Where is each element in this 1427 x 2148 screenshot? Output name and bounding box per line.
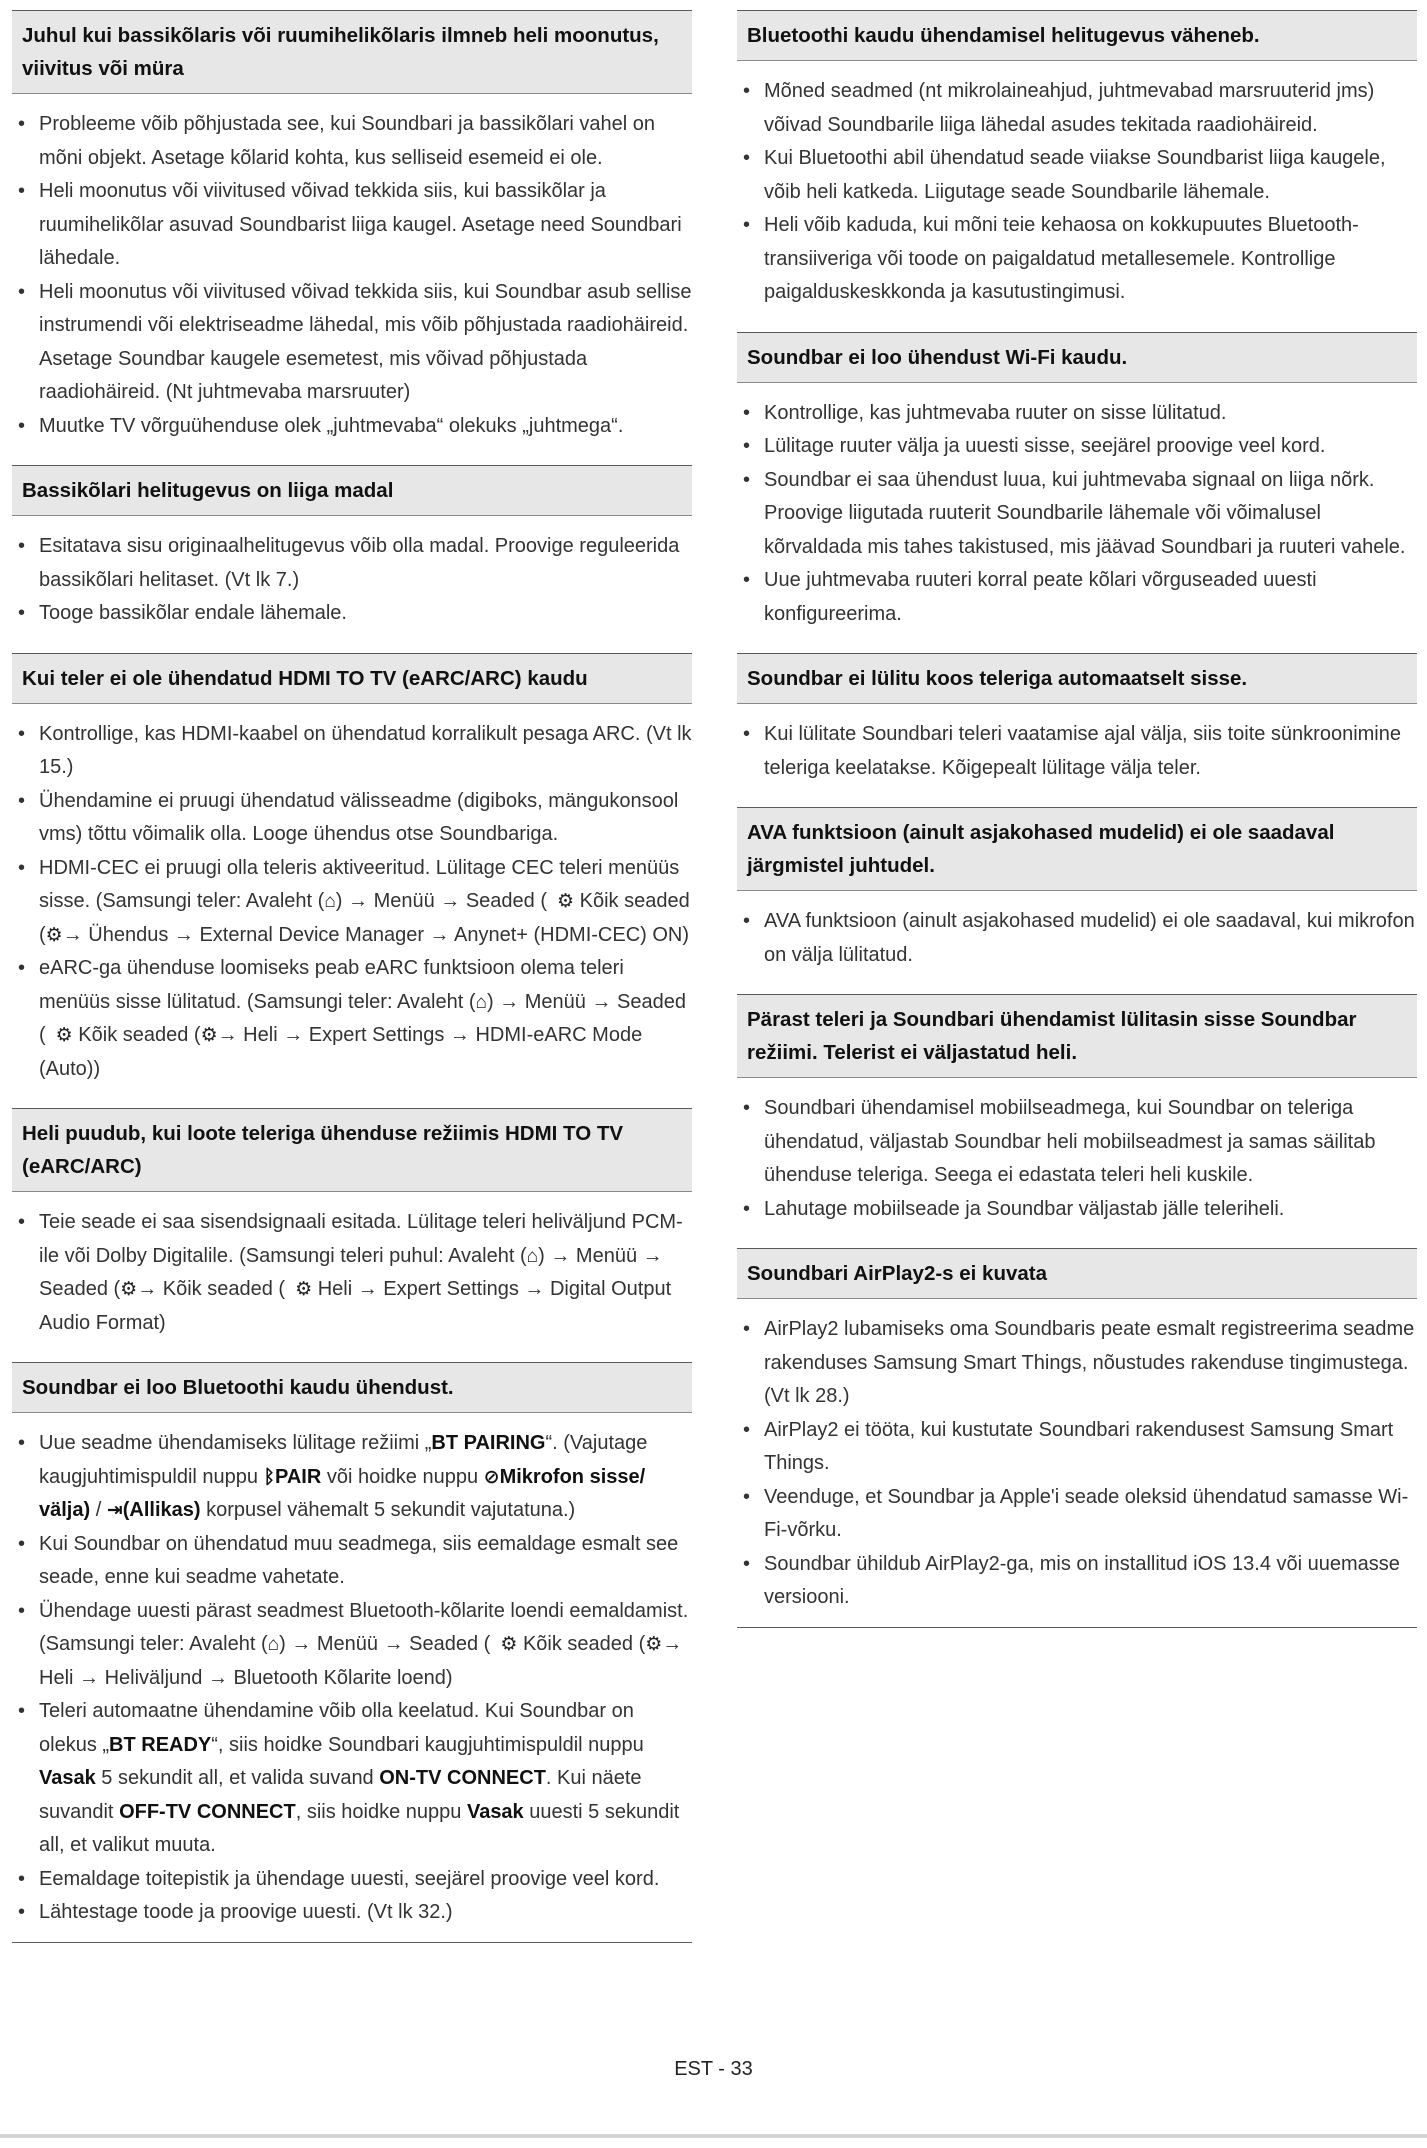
home-icon: ⌂ xyxy=(324,891,336,912)
list-item: • Ühendamine ei pruugi ühendatud välisseadme (digiboks, mängukonsool vms) tõttu võimalik olla. Looge ühendus otse Soundbariga. xyxy=(12,785,692,852)
list-item: • Lahutage mobiilseade ja Soundbar väljastab jälle teleriheli. xyxy=(737,1193,1417,1227)
bluetooth-icon: ᛒ xyxy=(263,1466,275,1488)
list-item: • Teleri automaatne ühendamine võib olla keelatud. Kui Soundbar on olekus „BT READY“, siis hoidke Soundbari kaugjuhtimispuldil nuppu Vasak 5 sekundit all, et valida suvand ON-TV CONNECT. Kui näete suvandit OFF-TV CONNECT, siis hoidke nuppu Vasak uuesti 5 sekundit all, et valikut muuta. xyxy=(12,1695,692,1863)
bottom-divider xyxy=(0,2134,1427,2138)
bullet-list xyxy=(12,516,692,643)
list-item: • Kui lülitate Soundbari teleri vaatamise ajal välja, siis toite sünkroonimine teleriga keelatakse. Kõigepealt lülitage välja teler. xyxy=(737,718,1417,785)
list-item: • Uue juhtmevaba ruuteri korral peate kõlari võrguseaded uuesti konfigureerima. xyxy=(737,564,1417,631)
home-icon: ⌂ xyxy=(526,1245,539,1267)
list-item: • Soundbar ei saa ühendust luua, kui juhtmevaba signaal on liiga nõrk. Proovige liigutada ruuterit Soundbarile lähemale või võimalusel kõrvaldada mis tahes takistused, mis jäävad Soundbari ja ruuteri vahele. xyxy=(737,464,1417,565)
list-item: • Kontrollige, kas HDMI-kaabel on ühendatud korralikult pesaga ARC. (Vt lk 15.) xyxy=(12,718,692,785)
list-item: • Kui Bluetoothi abil ühendatud seade viiakse Soundbarist liiga kaugele, võib heli katkeda. Liigutage seade Soundbarile lähemale. xyxy=(737,142,1417,209)
left-column xyxy=(12,10,692,1953)
mic-off-icon: ⊘ xyxy=(483,1466,500,1488)
list-item: • Kontrollige, kas juhtmevaba ruuter on sisse lülitatud. xyxy=(737,397,1417,431)
section-hdmi-not-connected xyxy=(12,653,692,1099)
list-item: • AirPlay2 lubamiseks oma Soundbaris peate esmalt registreerima seadme rakenduses Samsung Smart Things, nõustudes rakenduse tingimustega. (Vt lk 28.) xyxy=(737,1313,1417,1414)
section-heading: Bassikõlari helitugevus on liiga madal xyxy=(12,466,692,516)
bullet-list xyxy=(737,704,1417,797)
section-heading: Soundbar ei lülitu koos teleriga automaatselt sisse. xyxy=(737,654,1417,704)
gear-icon: ⚙ xyxy=(55,1025,73,1046)
gear-icon: ⚙ xyxy=(557,891,575,912)
section-ava-unavailable xyxy=(737,807,1417,984)
section-heading: Heli puudub, kui loote teleriga ühenduse režiimis HDMI TO TV (eARC/ARC) xyxy=(12,1109,692,1192)
section-subwoofer-noise xyxy=(12,10,692,455)
gear-icon: ⚙ xyxy=(645,1634,663,1655)
bullet-list xyxy=(12,1413,692,1942)
list-item: • Soundbar ühildub AirPlay2-ga, mis on installitud iOS 13.4 või uuemasse versiooni. xyxy=(737,1548,1417,1615)
gear-icon: ⚙ xyxy=(500,1634,518,1655)
home-icon: ⌂ xyxy=(475,991,487,1013)
home-icon: ⌂ xyxy=(267,1634,280,1655)
right-column xyxy=(737,10,1417,1638)
bullet-list xyxy=(737,1078,1417,1238)
gear-icon: ⚙ xyxy=(45,924,63,946)
list-item: • Muutke TV võrguühenduse olek „juhtmevaba“ olekuks „juhtmega“. xyxy=(12,410,692,444)
list-item: • HDMI-CEC ei pruugi olla teleris aktiveeritud. Lülitage CEC teleri menüüs sisse. (Samsungi teler: Avaleht (⌂) → Menüü → Seaded ( ⚙ Kõik seaded (⚙→ Ühendus → External Device Manager → Anynet+ (HDMI-CEC) ON) xyxy=(12,852,692,953)
list-item: • Tooge bassikõlar endale lähemale. xyxy=(12,597,692,631)
list-item: • eARC-ga ühenduse loomiseks peab eARC funktsioon olema teleri menüüs sisse lülitatud. (Samsungi teler: Avaleht (⌂) → Menüü → Seaded ( ⚙ Kõik seaded (⚙→ Heli → Expert Settings → HDMI-eARC Mode (Auto)) xyxy=(12,952,692,1086)
list-item: • Heli moonutus või viivitused võivad tekkida siis, kui bassikõlar ja ruumihelikõlar asuvad Soundbarist liiga kaugel. Asetage need Soundbari lähedale. xyxy=(12,175,692,276)
list-item: • Teie seade ei saa sisendsignaali esitada. Lülitage teleri heliväljund PCM-ile või Dolby Digitalile. (Samsungi teleri puhul: Avaleht (⌂) → Menüü → Seaded (⚙→ Kõik seaded ( ⚙ Heli → Expert Settings → Digital Output Audio Format) xyxy=(12,1206,692,1340)
bullet-list xyxy=(737,383,1417,644)
list-item: • Mõned seadmed (nt mikrolaineahjud, juhtmevabad marsruuterid jms) võivad Soundbarile liiga lähedal asudes tekitada raadiohäireid. xyxy=(737,75,1417,142)
section-wifi-no-connect xyxy=(737,332,1417,644)
list-item: • Probleeme võib põhjustada see, kui Soundbari ja bassikõlari vahel on mõni objekt. Asetage kõlarid kohta, kus selliseid esemeid ei ole. xyxy=(12,108,692,175)
gear-icon: ⚙ xyxy=(200,1025,218,1046)
section-heading: Juhul kui bassikõlaris või ruumihelikõlaris ilmneb heli moonutus, viivitus või müra xyxy=(12,11,692,94)
section-auto-power xyxy=(737,653,1417,797)
section-heading: Soundbar ei loo ühendust Wi-Fi kaudu. xyxy=(737,333,1417,383)
source-icon: ⇥ xyxy=(106,1500,123,1521)
list-item: • Ühendage uuesti pärast seadmest Bluetooth-kõlarite loendi eemaldamist. (Samsungi teler: Avaleht (⌂) → Menüü → Seaded ( ⚙ Kõik seaded (⚙→ Heli → Heliväljund → Bluetooth Kõlarite loend) xyxy=(12,1595,692,1696)
bullet-list xyxy=(737,61,1417,322)
section-no-tv-sound xyxy=(737,994,1417,1238)
section-heading: Pärast teleri ja Soundbari ühendamist lülitasin sisse Soundbar režiimi. Telerist ei väljastatud heli. xyxy=(737,995,1417,1078)
list-item: • Veenduge, et Soundbar ja Apple'i seade oleksid ühendatud samasse Wi-Fi-võrku. xyxy=(737,1481,1417,1548)
section-heading: AVA funktsioon (ainult asjakohased mudelid) ei ole saadaval järgmistel juhtudel. xyxy=(737,808,1417,891)
bullet-list xyxy=(737,1299,1417,1627)
section-airplay2 xyxy=(737,1248,1417,1628)
bullet-list xyxy=(12,704,692,1099)
list-item: • AVA funktsioon (ainult asjakohased mudelid) ei ole saadaval, kui mikrofon on välja lülitatud. xyxy=(737,905,1417,972)
section-heading: Soundbar ei loo Bluetoothi kaudu ühendust. xyxy=(12,1363,692,1413)
section-subwoofer-volume-low xyxy=(12,465,692,643)
section-bluetooth-no-connect xyxy=(12,1362,692,1943)
gear-icon: ⚙ xyxy=(120,1279,138,1300)
gear-icon: ⚙ xyxy=(295,1279,313,1300)
section-heading: Kui teler ei ole ühendatud HDMI TO TV (eARC/ARC) kaudu xyxy=(12,654,692,704)
list-item: • Uue seadme ühendamiseks lülitage režiimi „BT PAIRING“. (Vajutage kaugjuhtimispuldil nuppu ᛒPAIR või hoidke nuppu ⊘Mikrofon sisse/ välja) / ⇥(Allikas) korpusel vähemalt 5 sekundit vajutatuna.) xyxy=(12,1427,692,1528)
bullet-list xyxy=(737,891,1417,984)
list-item: • Soundbari ühendamisel mobiilseadmega, kui Soundbar on teleriga ühendatud, väljastab Soundbar heli mobiilseadmest ja samas säilitab ühenduse teleriga. Seega ei edastata teleri heli kuskile. xyxy=(737,1092,1417,1193)
list-item: • AirPlay2 ei tööta, kui kustutate Soundbari rakendusest Samsung Smart Things. xyxy=(737,1414,1417,1481)
list-item: • Esitatava sisu originaalhelitugevus võib olla madal. Proovige reguleerida bassikõlari helitaset. (Vt lk 7.) xyxy=(12,530,692,597)
section-heading: Bluetoothi kaudu ühendamisel helitugevus väheneb. xyxy=(737,11,1417,61)
list-item: • Heli võib kaduda, kui mõni teie kehaosa on kokkupuutes Bluetooth-transiiveriga või toode on paigaldatud metallesemele. Kontrollige paigalduskeskkonda ja kasutustingimusi. xyxy=(737,209,1417,310)
page-number: EST - 33 xyxy=(674,2058,753,2080)
list-item: • Heli moonutus või viivitused võivad tekkida siis, kui Soundbar asub sellise instrumendi või elektriseadme lähedal, mis võib põhjustada raadiohäireid. Asetage Soundbar kaugele esemetest, mis võivad põhjustada raadiohäireid. (Nt juhtmevaba marsruuter) xyxy=(12,276,692,410)
bullet-list xyxy=(12,1192,692,1352)
list-item: • Lähtestage toode ja proovige uuesti. (Vt lk 32.) xyxy=(12,1896,692,1930)
section-no-sound-hdmi xyxy=(12,1108,692,1352)
bullet-list xyxy=(12,94,692,455)
list-item: • Kui Soundbar on ühendatud muu seadmega, siis eemaldage esmalt see seade, enne kui seadme vahetate. xyxy=(12,1528,692,1595)
list-item: • Eemaldage toitepistik ja ühendage uuesti, seejärel proovige veel kord. xyxy=(12,1863,692,1897)
section-heading: Soundbari AirPlay2-s ei kuvata xyxy=(737,1249,1417,1299)
list-item: • Lülitage ruuter välja ja uuesti sisse, seejärel proovige veel kord. xyxy=(737,430,1417,464)
section-bluetooth-volume-drops xyxy=(737,10,1417,322)
